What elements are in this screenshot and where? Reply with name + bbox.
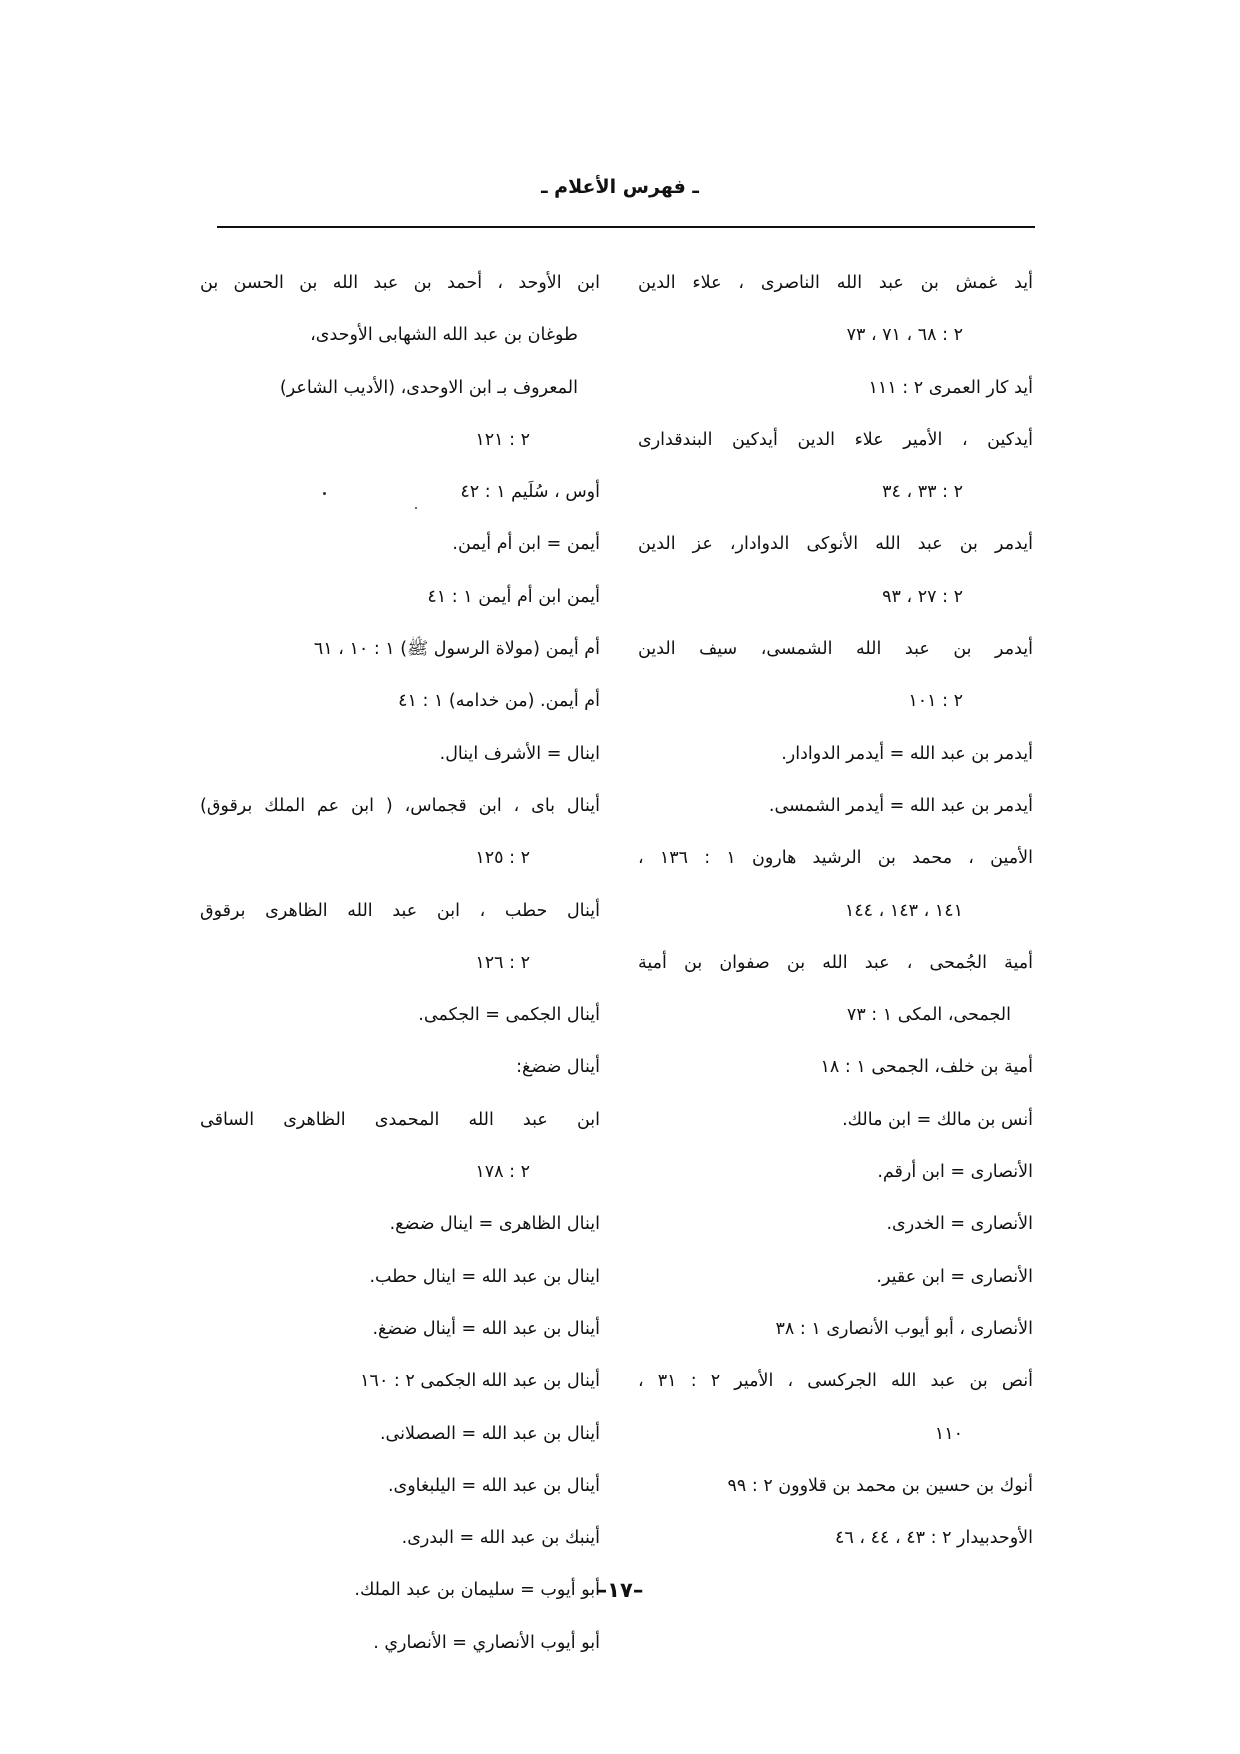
index-entry-line: أينال بن عبد الله = اليلبغاوى. xyxy=(387,1475,600,1496)
index-entry-line: أيد غمش بن عبد الله الناصرى ، علاء الدين xyxy=(638,273,1033,293)
header-rule xyxy=(217,226,1035,228)
index-entry-line: ١١٠ xyxy=(934,1423,963,1444)
index-entry-line: اينال = الأشرف اينال. xyxy=(439,743,600,764)
index-entry-line: الأنصارى = ابن أرقم. xyxy=(877,1162,1033,1183)
index-entry-line: ٢ : ٦٨ ، ٧١ ، ٧٣ xyxy=(846,325,963,346)
index-entry-line: أينبك بن عبد الله = البدرى. xyxy=(401,1528,600,1549)
index-entry-line: أيمن = ابن أم أيمن. xyxy=(452,534,600,555)
index-entry-line: أم أيمن (مولاة الرسول ﷺ) ١ : ١٠ ، ٦١ xyxy=(313,639,600,660)
index-entry-line: أينال بن عبد الله = الصصلانى. xyxy=(379,1423,600,1444)
index-entry-line: الأوحدبيدار ٢ : ٤٣ ، ٤٤ ، ٤٦ xyxy=(835,1528,1033,1549)
index-entry-line: أبو أيوب = سليمان بن عبد الملك. xyxy=(354,1580,600,1601)
index-column-right xyxy=(638,268,1033,1575)
index-entry-line: أينال الجكمى = الجكمى. xyxy=(418,1005,600,1026)
scan-speck xyxy=(415,507,417,509)
index-column-left xyxy=(200,268,600,1680)
index-entry-line: أينال ضضغ: xyxy=(516,1057,600,1078)
index-entry-line: الجمحى، المكى ١ : ٧٣ xyxy=(846,1005,1011,1026)
index-entry-line: ٢ : ١٢١ xyxy=(475,429,530,450)
index-entry-line: أينال بن عبد الله = أينال ضضغ. xyxy=(372,1318,600,1339)
index-entry-line: ابن الأوحد ، أحمد بن عبد الله بن الحسن بن xyxy=(200,273,600,293)
index-entry-line: الأنصارى ، أبو أيوب الأنصارى ١ : ٣٨ xyxy=(775,1318,1033,1339)
index-entry-line: أمية الجُمحى ، عبد الله بن صفوان بن أمية xyxy=(638,952,1033,973)
index-entry-line: الأمين ، محمد بن الرشيد هارون ١ : ١٣٦ ، xyxy=(638,848,1033,869)
index-entry-line: أينال باى ، ابن قجماس، ( ابن عم الملك برقوق) xyxy=(200,795,600,816)
index-entry-line: أبو أيوب الأنصاري = الأنصاري . xyxy=(373,1632,600,1653)
page-header: ـ فهرس الأعلام ـ xyxy=(541,176,699,198)
index-entry-line: الأنصارى = ابن عقير. xyxy=(876,1266,1033,1287)
index-entry-line: أيدمر بن عبد الله = أيدمر الدوادار. xyxy=(781,743,1033,764)
index-entry-line: أيد كار العمرى ٢ : ١١١ xyxy=(868,377,1033,398)
index-entry-line: أيدكين ، الأمير علاء الدين أيدكين البندقدارى xyxy=(638,429,1033,450)
index-entry-line: أنس بن مالك = ابن مالك. xyxy=(842,1109,1033,1130)
index-entry-line: ٢ : ١٧٨ xyxy=(475,1162,530,1183)
index-entry-line: اينال بن عبد الله = اينال حطب. xyxy=(369,1266,600,1287)
index-entry-line: أيمن ابن أم أيمن ١ : ٤١ xyxy=(427,586,600,607)
index-entry-line: أيدمر بن عبد الله = أيدمر الشمسى. xyxy=(768,795,1033,816)
index-entry-line: أمية بن خلف، الجمحى ١ : ١٨ xyxy=(820,1057,1033,1078)
index-entry-line: ٢ : ١٠١ xyxy=(908,691,963,712)
index-entry-line: ٢ : ٢٧ ، ٩٣ xyxy=(882,586,963,607)
index-entry-line: المعروف بـ ابن الاوحدى، (الأديب الشاعر) xyxy=(279,377,578,398)
index-entry-line: أنص بن عبد الله الجركسى ، الأمير ٢ : ٣١ ، xyxy=(638,1371,1033,1392)
index-entry-line: أم أيمن. (من خدامه) ١ : ٤١ xyxy=(398,691,600,712)
index-entry-line: طوغان بن عبد الله الشهابى الأوحدى، xyxy=(310,325,578,346)
page-number: –١٧– xyxy=(596,1578,644,1602)
index-entry-line: أينال بن عبد الله الجكمى ٢ : ١٦٠ xyxy=(360,1371,600,1392)
index-entry-line: أوس ، سُلَيم ١ : ٤٢ xyxy=(460,482,600,503)
scan-speck xyxy=(323,492,326,495)
index-entry-line: أنوك بن حسين بن محمد بن قلاوون ٢ : ٩٩ xyxy=(727,1475,1033,1496)
index-entry-line: الأنصارى = الخدرى. xyxy=(886,1214,1033,1235)
index-entry-line: اينال الظاهرى = اينال ضضع. xyxy=(389,1214,600,1235)
index-entry-line: أيدمر بن عبد الله الأنوكى الدوادار، عز الدين xyxy=(638,534,1033,555)
index-entry-line: ٢ : ١٢٥ xyxy=(475,848,530,869)
index-entry-line: ابن عبد الله المحمدى الظاهرى الساقى xyxy=(200,1109,600,1130)
index-entry-line: أيدمر بن عبد الله الشمسى، سيف الدين xyxy=(638,639,1033,660)
index-entry-line: ١٤١ ، ١٤٣ ، ١٤٤ xyxy=(844,900,963,921)
index-entry-line: ٢ : ٣٣ ، ٣٤ xyxy=(882,482,963,503)
index-entry-line: ٢ : ١٢٦ xyxy=(475,952,530,973)
index-entry-line: أينال حطب ، ابن عبد الله الظاهرى برقوق xyxy=(200,900,600,921)
